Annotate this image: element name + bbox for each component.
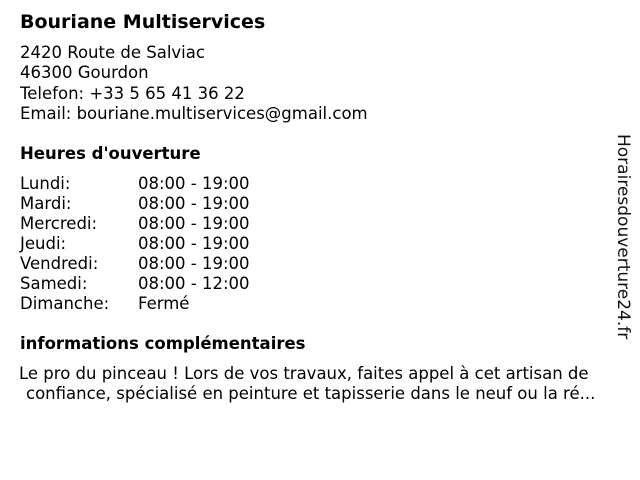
info-line-1: Le pro du pinceau ! Lors de vos travaux, faites appel à cet artisan de xyxy=(19,364,589,383)
address-street: 2420 Route de Salviac xyxy=(20,43,205,62)
day-label: Lundi: xyxy=(20,174,71,193)
site-watermark: Horairesdouverture24.fr xyxy=(613,134,633,340)
time-value: 08:00 - 19:00 xyxy=(138,194,250,213)
day-label: Mardi: xyxy=(20,194,72,213)
day-label: Vendredi: xyxy=(20,254,99,273)
day-label: Dimanche: xyxy=(20,294,110,313)
email-address: Email: bouriane.multiservices@gmail.com xyxy=(20,103,368,123)
phone-number: Telefon: +33 5 65 41 36 22 xyxy=(20,83,245,103)
opening-hours-heading: Heures d'ouverture xyxy=(20,144,201,163)
time-value: Fermé xyxy=(138,294,190,313)
additional-info-heading: informations complémentaires xyxy=(20,334,306,353)
time-value: 08:00 - 19:00 xyxy=(138,234,250,253)
day-label: Jeudi: xyxy=(20,234,67,253)
address-city: 46300 Gourdon xyxy=(20,63,149,83)
time-value: 08:00 - 19:00 xyxy=(138,174,250,193)
time-value: 08:00 - 19:00 xyxy=(138,214,250,233)
contact-block xyxy=(20,43,368,124)
info-line-2: confiance, spécialisé en peinture et tapisserie dans le neuf ou la ré... xyxy=(26,384,596,403)
day-label: Samedi: xyxy=(20,274,88,293)
time-value: 08:00 - 12:00 xyxy=(138,274,250,293)
day-label: Mercredi: xyxy=(20,214,98,233)
additional-info-text xyxy=(19,364,625,404)
business-name: Bouriane Multiservices xyxy=(20,11,266,33)
time-value: 08:00 - 19:00 xyxy=(138,254,250,273)
